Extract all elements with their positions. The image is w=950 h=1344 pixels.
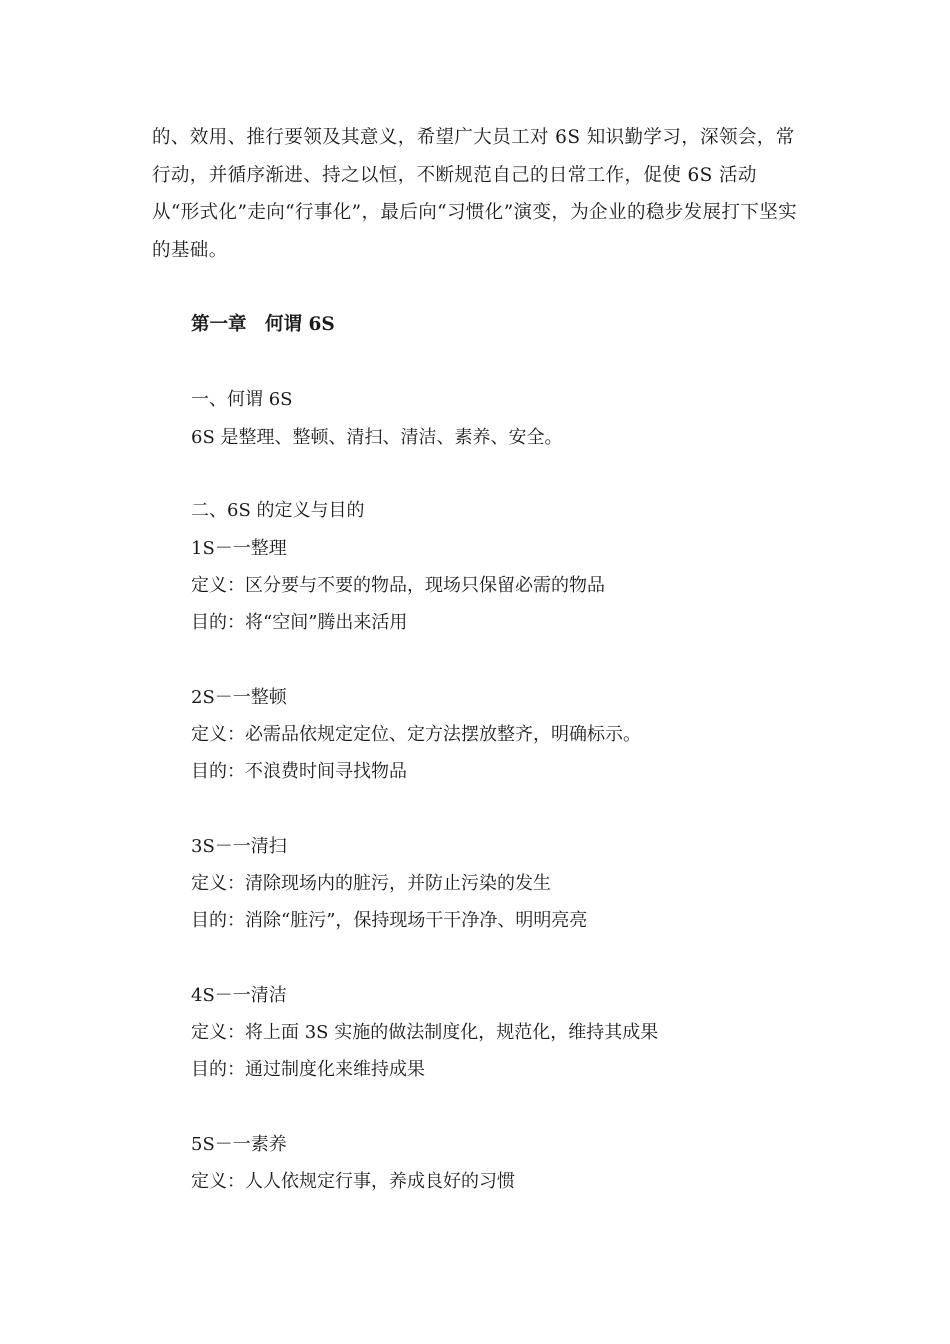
chapter-heading: 第一章 何谓 6S — [191, 314, 335, 335]
item-purpose-1s: 目的：将“空间”腾出来活用 — [191, 612, 408, 633]
section-heading-definitions: 二、6S 的定义与目的 — [191, 500, 365, 521]
item-definition-2s: 定义：必需品依规定定位、定方法摆放整齐，明确标示。 — [191, 724, 641, 745]
item-purpose-3s: 目的：消除“脏污”，保持现场干干净净、明明亮亮 — [191, 910, 588, 931]
intro-text: 的、效用、推行要领及其意义，希望广大员工对 6S 知识勤学习，深领会，常行动，并循序渐进、持之以恒，不断规范自己的日常工作，促使 6S 活动从“形式化”走向“行事化”，最后向“习惯化”演变，为企业的稳步发展打下坚实的基础。 — [152, 127, 798, 261]
item-definition-5s: 定义：人人依规定行事，养成良好的习惯 — [191, 1171, 515, 1192]
section-body-6s-list: 6S 是整理、整顿、清扫、清洁、素养、安全。 — [191, 427, 563, 448]
item-definition-4s: 定义：将上面 3S 实施的做法制度化，规范化，维持其成果 — [191, 1022, 659, 1043]
item-purpose-4s: 目的：通过制度化来维持成果 — [191, 1059, 425, 1080]
section-heading-what-is-6s: 一、何谓 6S — [191, 389, 293, 410]
item-title-5s: 5S－一素养 — [191, 1134, 287, 1155]
item-title-4s: 4S－一清洁 — [191, 985, 287, 1006]
item-definition-1s: 定义：区分要与不要的物品，现场只保留必需的物品 — [191, 575, 605, 596]
item-purpose-2s: 目的：不浪费时间寻找物品 — [191, 761, 407, 782]
item-title-1s: 1S－一整理 — [191, 538, 287, 559]
item-definition-3s: 定义：清除现场内的脏污，并防止污染的发生 — [191, 873, 551, 894]
item-title-3s: 3S－一清扫 — [191, 836, 287, 857]
item-title-2s: 2S－一整顿 — [191, 687, 287, 708]
intro-paragraph — [152, 119, 800, 269]
